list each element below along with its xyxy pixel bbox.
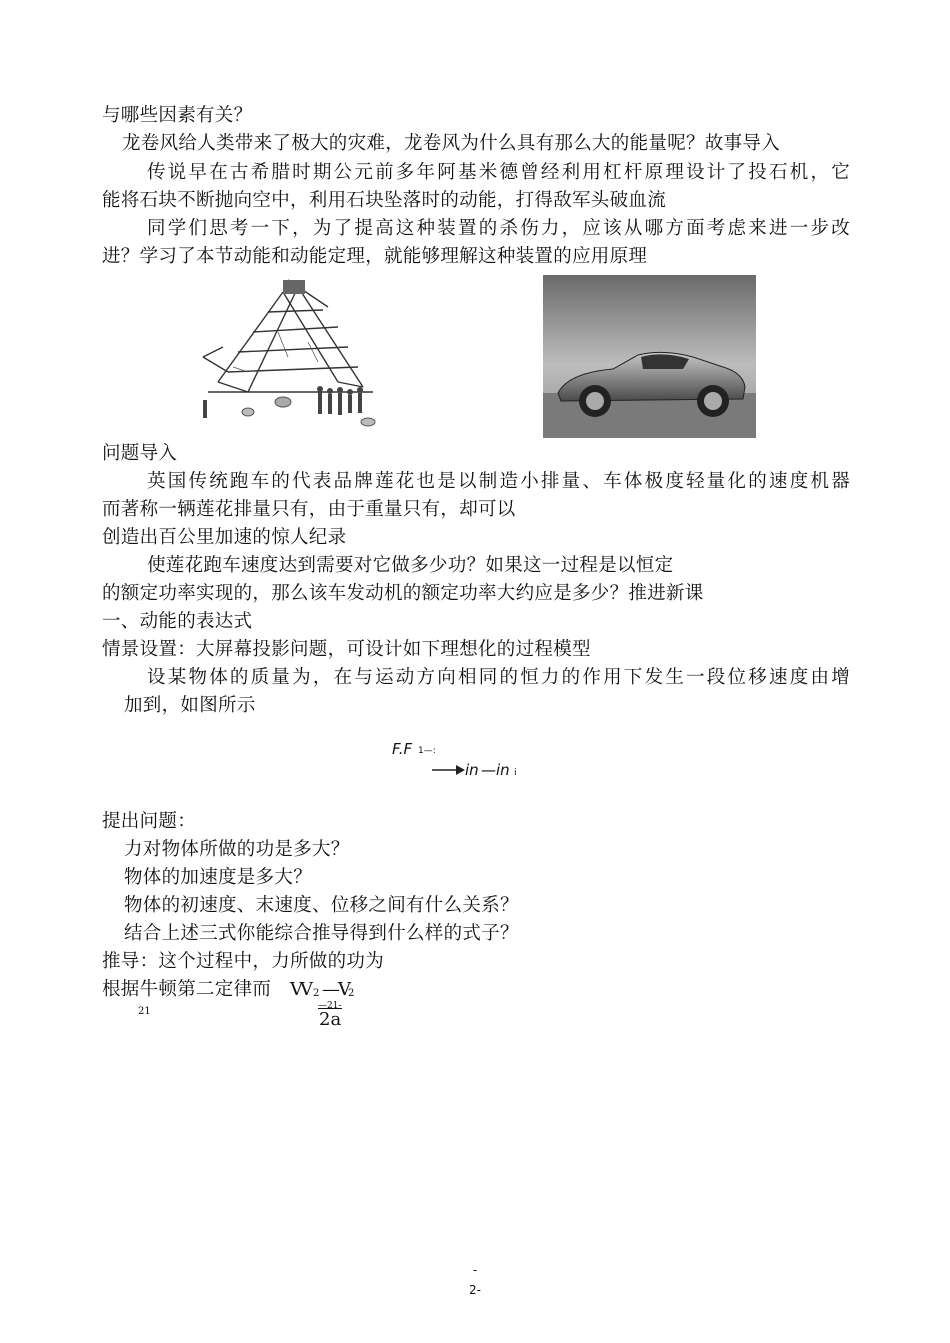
text-line: 英国传统跑车的代表品牌莲花也是以制造小排量、车体极度轻量化的速度机器 — [147, 471, 850, 492]
section-heading: 问题导入 — [102, 443, 178, 464]
formula — [290, 976, 380, 1036]
formula-denominator: 2a — [319, 1009, 342, 1030]
text-line: 设某物体的质量为，在与运动方向相同的恒力的作用下发生一段位移速度由增 — [147, 667, 850, 688]
sports-car-photo — [543, 275, 756, 438]
text-line: 能将石块不断抛向空中，利用石块坠落时的动能，打得敌军头破血流 — [102, 190, 667, 211]
section-heading: 提出问题： — [102, 811, 197, 832]
page-number: 2- — [469, 1283, 481, 1297]
text-line: 与哪些因素有关？ — [102, 105, 253, 126]
text-line: 创造出百公里加速的惊人纪录 — [102, 527, 347, 548]
formula-subscript: 21 — [138, 1006, 151, 1017]
formula-part: —V — [322, 979, 349, 1000]
section-heading: 一、动能的表达式 — [102, 611, 253, 632]
formula-main: VV — [290, 979, 310, 1000]
force-label: F.F — [392, 740, 413, 758]
footer-dash: - — [472, 1263, 478, 1277]
arrow-icon — [432, 764, 466, 776]
text-line: 传说早在古希腊时期公元前多年阿基米德曾经利用杠杆原理设计了投石机，它 — [147, 162, 850, 183]
text-line: 根据牛顿第二定律而 — [102, 979, 272, 1000]
question-item: 结合上述三式你能综合推导得到什么样的式子？ — [124, 923, 519, 944]
catapult-illustration — [188, 272, 388, 434]
question-item: 物体的初速度、末速度、位移之间有什么关系？ — [124, 895, 519, 916]
formula-sub: 2 — [313, 988, 320, 999]
text-line: 而著称一辆莲花排量只有，由于重量只有，却可以 — [102, 499, 516, 520]
text-line: 加到，如图所示 — [124, 695, 256, 716]
formula-numerator: —21- — [318, 1001, 342, 1011]
text-line: 同学们思考一下，为了提高这种装置的杀伤力，应该从哪方面考虑来进一步改 — [147, 218, 850, 239]
force-diagram — [392, 738, 532, 784]
motion-label-a: in — [465, 761, 479, 779]
text-line: 使莲花跑车速度达到需要对它做多少功？如果这一过程是以恒定 — [147, 555, 674, 576]
text-line: 的额定功率实现的，那么该车发动机的额定功率大约应是多少？推进新课 — [102, 583, 704, 604]
motion-label-sub: i — [514, 768, 517, 778]
formula-sub: 2 — [348, 988, 355, 999]
motion-label-b: —in — [481, 761, 510, 779]
question-item: 力对物体所做的功是多大？ — [124, 839, 350, 860]
question-item: 物体的加速度是多大？ — [124, 867, 313, 888]
text-line: 情景设置：大屏幕投影问题，可设计如下理想化的过程模型 — [102, 639, 591, 660]
force-label-sub: 1—: — [418, 746, 436, 756]
text-line: 推导：这个过程中，力所做的功为 — [102, 951, 385, 972]
text-line: 龙卷风给人类带来了极大的灾难，龙卷风为什么具有那么大的能量呢？故事导入 — [122, 133, 781, 154]
text-line: 进？学习了本节动能和动能定理，就能够理解这种装置的应用原理 — [102, 246, 648, 267]
